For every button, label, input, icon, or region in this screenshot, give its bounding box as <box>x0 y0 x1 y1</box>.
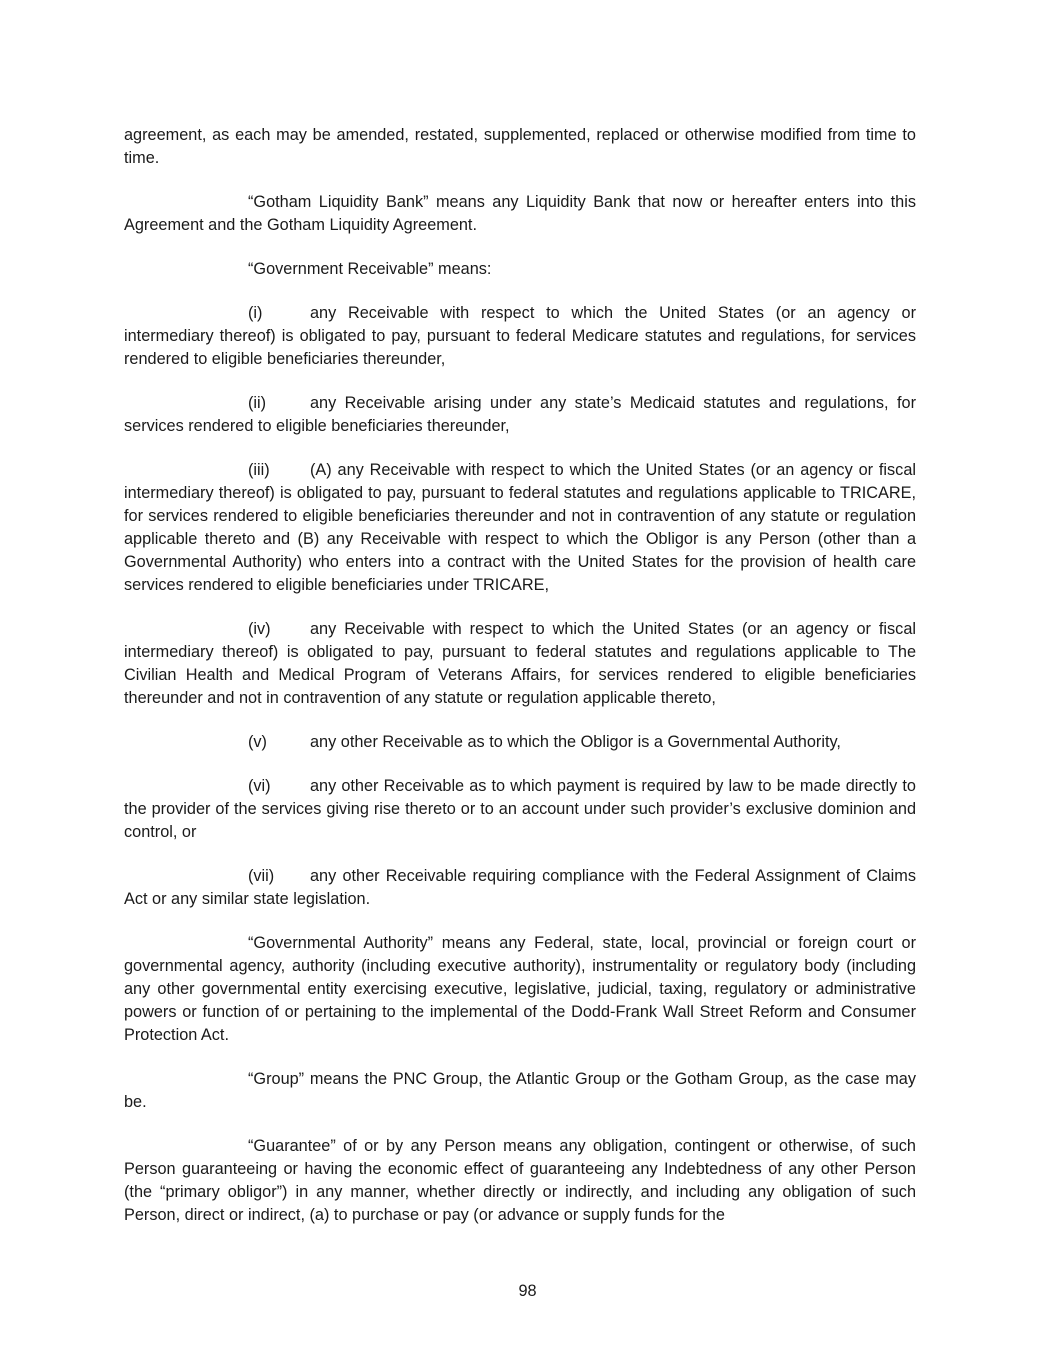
clause-text: any Receivable with respect to which the United States (or an agency or fiscal intermediary thereof) is obligated to pay, pursuant to federal statutes and regulations applicable to The Civilian Health and Medical Program of Veterans Affairs, for services rendered to eligible beneficiaries thereunder and not in contravention of any statute or regulation applicable thereto, <box>124 620 916 707</box>
clause-v <box>124 731 916 754</box>
clause-number: (vi) <box>248 777 271 795</box>
clause-iii <box>124 459 916 597</box>
definition-gotham-liquidity-bank: “Gotham Liquidity Bank” means any Liquidity Bank that now or hereafter enters into this Agreement and the Gotham Liquidity Agreement. <box>124 193 916 234</box>
document-body <box>124 124 916 1248</box>
clause-number: (ii) <box>248 394 267 412</box>
clause-number: (i) <box>248 304 263 322</box>
clause-text: (A) any Receivable with respect to which the United States (or an agency or fiscal intermediary thereof) is obligated to pay, pursuant to federal statutes and regulations applicable to TRICARE, for services rendered to eligible beneficiaries thereunder and not in contravention of any statute or regulation applicable thereto and (B) any Receivable with respect to which the Obligor is any Person (other than a Governmental Authority) who enters into a contract with the United States for the provision of health care services rendered to eligible beneficiaries under TRICARE, <box>124 461 916 594</box>
clause-i <box>124 302 916 371</box>
clause-text: any Receivable with respect to which the United States (or an agency or intermediary thereof) is obligated to pay, pursuant to federal Medicare statutes and regulations, for services rendered to eligible beneficiaries thereunder, <box>124 304 916 368</box>
clause-text: any other Receivable as to which payment is required by law to be made directly to the provider of the services giving rise thereto or to an account under such provider’s exclusive dominion and control, or <box>124 777 916 841</box>
definition-group: “Group” means the PNC Group, the Atlantic Group or the Gotham Group, as the case may be. <box>124 1070 916 1111</box>
definition-government-receivable: “Government Receivable” means: <box>248 260 492 278</box>
definition-governmental-authority: “Governmental Authority” means any Federal, state, local, provincial or foreign court or governmental agency, authority (including executive authority), instrumentality or regulatory body (including any other governmental entity exercising executive, legislative, judicial, taxing, regulatory or administrative powers or function of or pertaining to the implemental of the Dodd-Frank Wall Street Reform and Consumer Protection Act. <box>124 934 916 1044</box>
clause-number: (vii) <box>248 867 275 885</box>
clause-number: (v) <box>248 733 267 751</box>
clause-iv <box>124 618 916 710</box>
clause-vi <box>124 775 916 844</box>
clause-ii <box>124 392 916 438</box>
clause-text: any Receivable arising under any state’s Medicaid statutes and regulations, for services rendered to eligible beneficiaries thereunder, <box>124 394 916 435</box>
clause-text: any other Receivable requiring compliance with the Federal Assignment of Claims Act or any similar state legislation. <box>124 867 916 908</box>
definition-guarantee: “Guarantee” of or by any Person means any obligation, contingent or otherwise, of such Person guaranteeing or having the economic effect of guaranteeing any Indebtedness of any other Person (the “primary obligor”) in any manner, whether directly or indirectly, and including any obligation of such Person, direct or indirect, (a) to purchase or pay (or advance or supply funds for the <box>124 1137 916 1224</box>
paragraph-continuation: agreement, as each may be amended, restated, supplemented, replaced or otherwise modified from time to time. <box>124 126 916 167</box>
page-number: 98 <box>518 1282 537 1300</box>
clause-vii <box>124 865 916 911</box>
clause-number: (iv) <box>248 620 271 638</box>
clause-number: (iii) <box>248 461 270 479</box>
clause-text: any other Receivable as to which the Obligor is a Governmental Authority, <box>310 733 841 751</box>
